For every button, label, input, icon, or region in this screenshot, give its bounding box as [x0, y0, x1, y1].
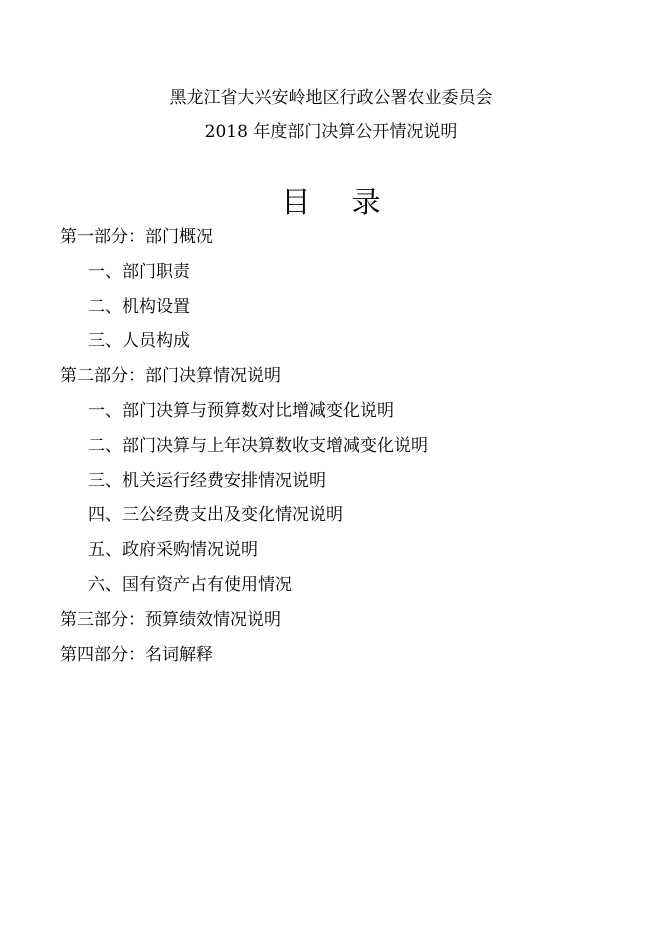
toc-item-final-vs-last-year: 二、部门决算与上年决算数收支增减变化说明	[88, 435, 428, 456]
toc-item-three-public-expenses: 四、三公经费支出及变化情况说明	[88, 505, 343, 526]
toc-heading: 目 录	[281, 185, 397, 219]
toc-part-3: 第三部分：预算绩效情况说明	[60, 609, 281, 630]
toc-item-government-procurement: 五、政府采购情况说明	[88, 540, 258, 561]
document-title-line-1: 黑龙江省大兴安岭地区行政公署农业委员会	[169, 88, 493, 108]
toc-part-4: 第四部分：名词解释	[60, 644, 213, 665]
toc-item-staff-composition: 三、人员构成	[88, 331, 190, 352]
toc-item-final-vs-budget: 一、部门决算与预算数对比增减变化说明	[88, 400, 394, 421]
toc-part-1: 第一部分：部门概况	[60, 227, 213, 247]
table-of-contents	[0, 226, 662, 678]
toc-item-operating-expenses: 三、机关运行经费安排情况说明	[88, 470, 326, 491]
toc-item-state-assets: 六、国有资产占有使用情况	[88, 574, 292, 595]
toc-part-2: 第二部分：部门决算情况说明	[60, 366, 281, 387]
toc-item-organization-setup: 二、机构设置	[88, 296, 190, 317]
toc-item-department-duties: 一、部门职责	[88, 261, 190, 282]
document-title-line-2: 2018 年度部门决算公开情况说明	[204, 122, 458, 142]
